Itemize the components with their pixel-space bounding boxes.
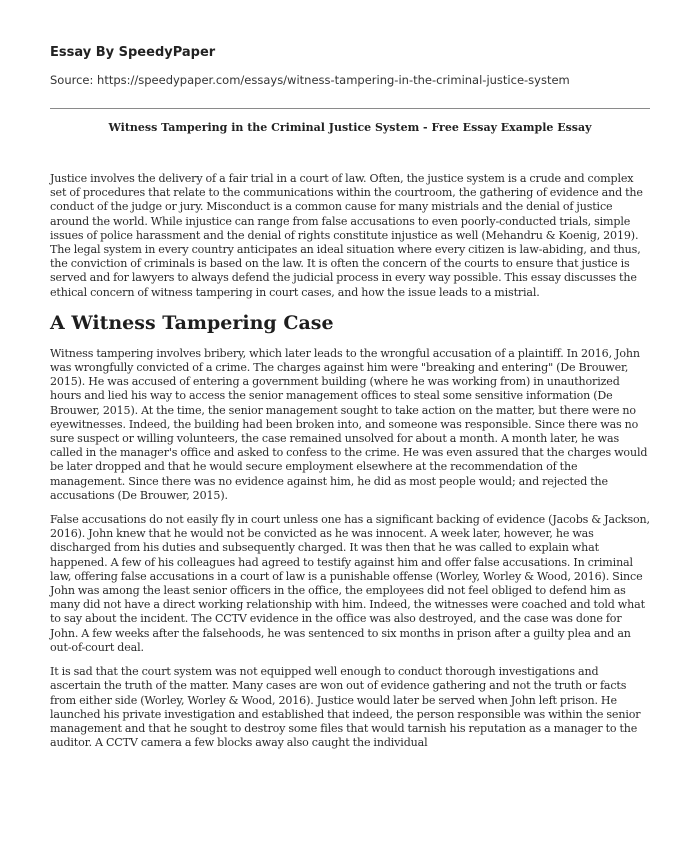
section-heading: A Witness Tampering Case — [50, 311, 334, 334]
source-url: Source: https://speedypaper.com/essays/witness-tampering-in-the-criminal-justice-system — [50, 73, 570, 87]
body-paragraph: Witness tampering involves bribery, which later leads to the wrongful accusation of a plaintiff. In 2016, John was wrongfully convicted of a crime. The charges against him were "breaking and entering" (De Brouwer, 2015). He was accused of entering a government building (where he was working from) in unauthorized hours and lied his way to access the senior management offices to steal some sensitive information (De Brouwer, 2015). At the time, the senior management sought to take action on the matter, but there were no eyewitnesses. Indeed, the building had been broken into, and someone was responsible. Since there was no sure suspect or willing volunteers, the case remained unsolved for about a month. A month later, he was called in the manager's office and asked to confess to the crime. He was even assured that the charges would be later dropped and that he would secure employment elsewhere at the recommendation of the management. Since there was no evidence against him, he did as most people would; and rejected the accusations (De Brouwer, 2015). — [50, 346, 648, 502]
body-paragraph: False accusations do not easily fly in court unless one has a significant backing of evidence (Jacobs & Jackson, 2016). John knew that he would not be convicted as he was innocent. A week later, however, he was discharged from his duties and subsequently charged. It was then that he was called to explain what happened. A few of his colleagues had agreed to testify against him and offer false accusations. In criminal law, offering false accusations in a court of law is a punishable offense (Worley, Worley & Wood, 2016). Since John was among the least senior officers in the office, the employees did not feel obliged to defend him as many did not have a direct working relationship with him. Indeed, the witnesses were coached and told what to say about the incident. The CCTV evidence in the office was also destroyed, and the case was done for John. A few weeks after the falsehoods, he was sentenced to six months in prison after a guilty plea and an out-of-court deal. — [50, 513, 650, 654]
essay-body — [50, 172, 650, 760]
header-divider — [50, 108, 650, 109]
brand-title: Essay By SpeedyPaper — [50, 45, 216, 60]
intro-paragraph: Justice involves the delivery of a fair trial in a court of law. Often, the justice system is a crude and complex set of procedures that relate to the communications within the courtroom, the gathering of evidence and the conduct of the judge or jury. Misconduct is a common cause for many mistrials and the denial of justice around the world. While injustice can range from false accusations to even poorly-conducted trials, simple issues of police harassment and the denial of rights constitute injustice as well (Mehandru & Koenig, 2019). The legal system in every country anticipates an ideal situation where every citizen is law-abiding, and thus, the conviction of criminals is based on the law. It is often the concern of the courts to ensure that justice is served and for lawyers to always defend the judicial process in every way possible. This essay discusses the ethical concern of witness tampering in court cases, and how the issue leads to a mistrial. — [50, 172, 643, 299]
essay-title: Witness Tampering in the Criminal Justice System - Free Essay Example Essay — [108, 121, 592, 134]
body-paragraph: It is sad that the court system was not equipped well enough to conduct thorough investigations and ascertain the truth of the matter. Many cases are won out of evidence gathering and not the truth or facts from either side (Worley, Worley & Wood, 2016). Justice would later be served when John left prison. He launched his private investigation and established that indeed, the person responsible was within the senior management and that he sought to destroy some files that would tarnish his reputation as a manager to the auditor. A CCTV camera a few blocks away also caught the individual — [50, 665, 641, 750]
